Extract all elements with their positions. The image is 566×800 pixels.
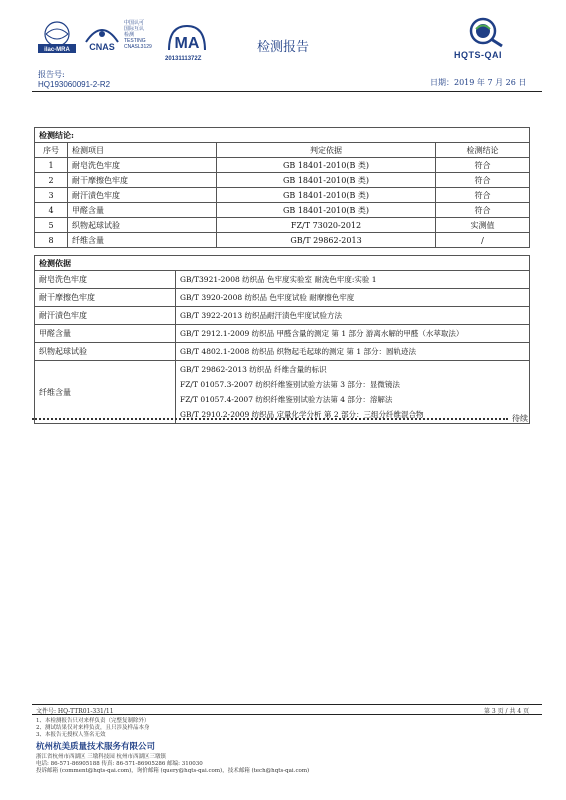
table-row <box>35 173 530 188</box>
result: 符合 <box>436 158 530 173</box>
test-item: 耐干摩擦色牢度 <box>68 173 217 188</box>
test-item: 甲醛含量 <box>68 203 217 218</box>
cma-code: 2013111372Z <box>165 56 202 62</box>
basis-standard-line: GB/T 2910.2-2009 纺织品 定量化学分析 第 2 部分：三组分纤维混合物 <box>180 410 424 419</box>
col-header: 检测结论 <box>436 143 530 158</box>
basis-standard-line: GB/T 29862-2013 纺织品 纤维含量的标识 <box>180 365 327 374</box>
standard: GB 18401-2010(B 类) <box>217 173 436 188</box>
row-index: 5 <box>35 218 68 233</box>
cnas-line: 国际互认 <box>124 26 145 32</box>
cnas-line: CNASL3129 <box>124 44 152 50</box>
doc-number: 文件号: HQ-TTR01-331/11 <box>36 708 114 715</box>
report-number-label: 报告号: <box>38 70 65 79</box>
cnas-line: 中国认可 <box>124 20 145 26</box>
report-date: 日期：2019 年 7 月 26 日 <box>430 78 527 87</box>
basis-standard-multi <box>176 361 530 424</box>
table-row <box>35 188 530 203</box>
test-item: 耐皂洗色牢度 <box>68 158 217 173</box>
report-number: HQ193060091-2-R2 <box>38 80 111 89</box>
hqts-logo-text: HQTS-QAI <box>454 50 502 60</box>
table-row <box>35 289 530 307</box>
basis-table <box>34 255 530 424</box>
basis-item: 纤维含量 <box>35 361 176 424</box>
cnas-line: 检测 <box>124 32 135 38</box>
basis-standard: GB/T 2912.1-2009 纺织品 甲醛含量的测定 第 1 部分 游离水解的甲醛（水萃取法） <box>176 325 530 343</box>
table-row <box>35 203 530 218</box>
header-divider <box>32 91 542 92</box>
company-address: 浙江省杭州市西湖区 三墩科技园 杭州市西湖区三墩镇 <box>36 754 166 760</box>
test-item: 纤维含量 <box>68 233 217 248</box>
basis-item: 耐皂洗色牢度 <box>35 271 176 289</box>
row-index: 4 <box>35 203 68 218</box>
company-contact: 电话: 86-571-86905188 传真: 86-571-86905286 邮编: 310030 <box>36 761 203 767</box>
row-index: 1 <box>35 158 68 173</box>
basis-item: 甲醛含量 <box>35 325 176 343</box>
basis-standard: GB/T3921-2008 纺织品 色牢度实验室 耐洗色牢度:实验 1 <box>176 271 530 289</box>
page-title: 检测报告 <box>256 40 309 55</box>
conclusion-table <box>34 127 530 248</box>
page-number: 第 3 页 / 共 4 页 <box>484 708 530 715</box>
row-index: 2 <box>35 173 68 188</box>
table-row <box>35 307 530 325</box>
basis-standard: GB/T 3920-2008 纺织品 色牢度试验 耐摩擦色牢度 <box>176 289 530 307</box>
basis-item: 耐汗渍色牢度 <box>35 307 176 325</box>
result: / <box>436 233 530 248</box>
table-row <box>35 218 530 233</box>
basis-standard: GB/T 3922-2013 纺织品耐汗渍色牢度试验方法 <box>176 307 530 325</box>
footer-divider <box>32 714 542 715</box>
col-header: 判定依据 <box>217 143 436 158</box>
footer-note: 3、本报告无授权人签名无效 <box>36 732 106 738</box>
result: 符合 <box>436 173 530 188</box>
test-item: 织物起球试验 <box>68 218 217 233</box>
basis-standard-line: FZ/T 01057.4-2007 纺织纤维鉴别试验方法第 4 部分：溶解法 <box>180 395 393 404</box>
row-index: 3 <box>35 188 68 203</box>
footer-note: 1、本检测报告只对来样负责（完整复制除外） <box>36 718 150 724</box>
basis-item: 织物起球试验 <box>35 343 176 361</box>
table-row <box>35 158 530 173</box>
basis-item: 耐干摩擦色牢度 <box>35 289 176 307</box>
table-row <box>35 233 530 248</box>
ilac-text: ilac-MRA <box>44 47 70 53</box>
basis-standard: GB/T 4802.1-2008 纺织品 织物起毛起球的测定 第 1 部分：圆轨迹法 <box>176 343 530 361</box>
footer-note: 2、测试结果仅对来样负责，且只涉及样品本身 <box>36 725 150 731</box>
standard: GB 18401-2010(B 类) <box>217 158 436 173</box>
result: 符合 <box>436 188 530 203</box>
conclusion-header-row <box>35 143 530 158</box>
result: 实测值 <box>436 218 530 233</box>
col-header: 检测项目 <box>68 143 217 158</box>
cnas-line: TESTING <box>124 38 146 44</box>
company-name: 杭州杭美质量技术服务有限公司 <box>36 742 156 752</box>
standard: GB 18401-2010(B 类) <box>217 188 436 203</box>
standard: FZ/T 73020-2012 <box>217 218 436 233</box>
table-row <box>35 271 530 289</box>
ma-text: MA <box>174 35 200 52</box>
cnas-logo-text: CNAS <box>89 42 115 52</box>
standard: GB/T 29862-2013 <box>217 233 436 248</box>
continued-label: 待续 <box>512 414 528 423</box>
row-index: 8 <box>35 233 68 248</box>
hqts-logo <box>462 16 508 48</box>
basis-heading: 检测依据 <box>35 256 530 271</box>
conclusion-heading: 检测结论: <box>35 128 530 143</box>
table-row <box>35 325 530 343</box>
result: 符合 <box>436 203 530 218</box>
continued-dotted-line <box>32 418 508 420</box>
table-row <box>35 361 530 424</box>
test-item: 耐汗渍色牢度 <box>68 188 217 203</box>
col-header: 序号 <box>35 143 68 158</box>
basis-standard-line: FZ/T 01057.3-2007 纺织纤维鉴别试验方法第 3 部分：显微镜法 <box>180 380 400 389</box>
standard: GB 18401-2010(B 类) <box>217 203 436 218</box>
footer-divider-top <box>32 704 542 705</box>
table-row <box>35 343 530 361</box>
company-emails: 投诉邮箱 (comment@hqts-qai.com)，询价邮箱 (query@hqts-qai.com)，技术邮箱 (tech@hqts-qai.com) <box>36 768 310 774</box>
